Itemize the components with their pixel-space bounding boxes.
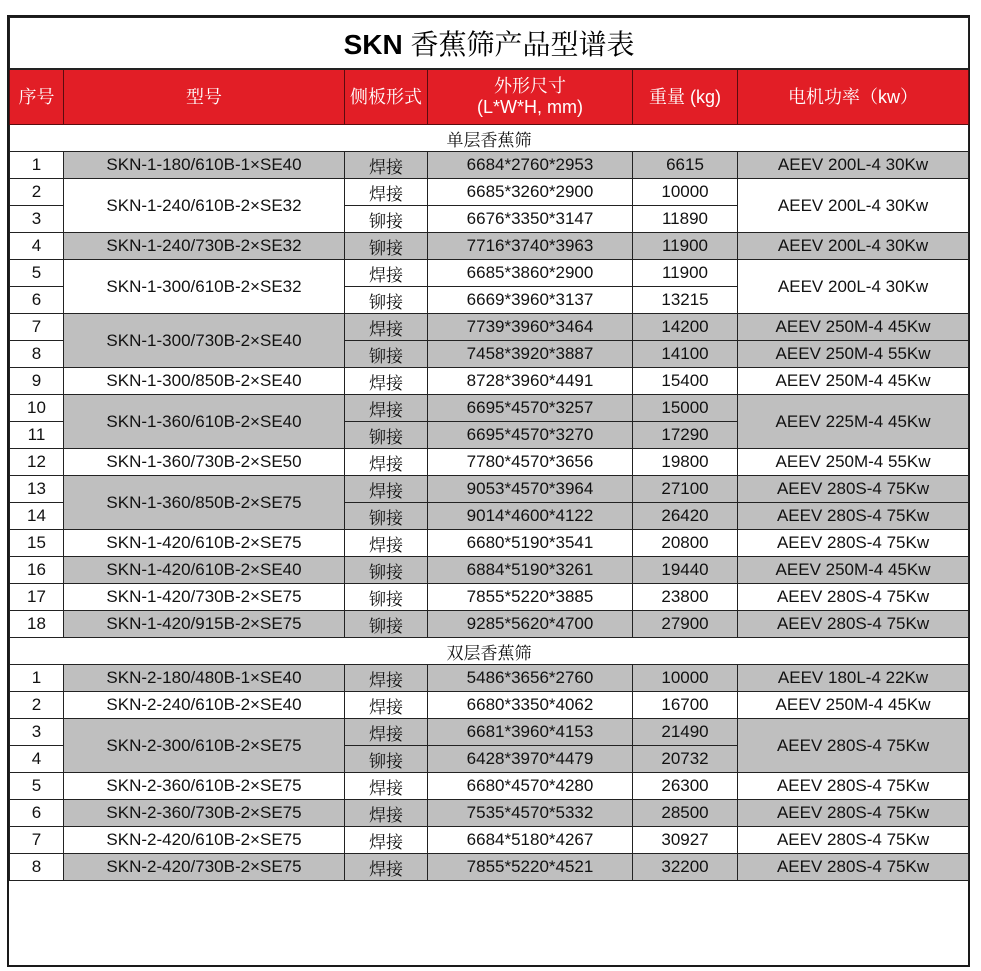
motor-cell: AEEV 180L-4 22Kw — [738, 665, 969, 692]
row-number: 8 — [10, 341, 64, 368]
row-number: 4 — [10, 233, 64, 260]
motor-cell: AEEV 280S-4 75Kw — [738, 719, 969, 773]
header-size — [428, 69, 633, 125]
row-number: 5 — [10, 773, 64, 800]
row-number: 14 — [10, 503, 64, 530]
row-number: 7 — [10, 827, 64, 854]
model-cell: SKN-2-420/610B-2×SE75 — [64, 827, 345, 854]
header-side: 侧板形式 — [345, 69, 428, 125]
row-number: 8 — [10, 854, 64, 881]
row-number: 18 — [10, 611, 64, 638]
row-number: 3 — [10, 206, 64, 233]
weight-cell: 11900 — [633, 260, 738, 287]
model-cell: SKN-1-420/610B-2×SE40 — [64, 557, 345, 584]
weight-cell: 30927 — [633, 827, 738, 854]
model-cell: SKN-1-360/730B-2×SE50 — [64, 449, 345, 476]
side-plate-cell: 焊接 — [345, 260, 428, 287]
weight-cell: 27100 — [633, 476, 738, 503]
model-cell: SKN-2-420/730B-2×SE75 — [64, 854, 345, 881]
row-number: 2 — [10, 179, 64, 206]
motor-cell: AEEV 200L-4 30Kw — [738, 152, 969, 179]
weight-cell: 20732 — [633, 746, 738, 773]
model-cell: SKN-2-360/610B-2×SE75 — [64, 773, 345, 800]
model-cell: SKN-1-300/730B-2×SE40 — [64, 314, 345, 368]
table-row — [10, 368, 969, 395]
weight-cell: 14100 — [633, 341, 738, 368]
dimensions-cell: 6884*5190*3261 — [428, 557, 633, 584]
spec-sheet — [7, 15, 970, 967]
side-plate-cell: 焊接 — [345, 152, 428, 179]
dimensions-cell: 7855*5220*4521 — [428, 854, 633, 881]
dimensions-cell: 8728*3960*4491 — [428, 368, 633, 395]
header-no: 序号 — [10, 69, 64, 125]
table-row — [10, 827, 969, 854]
model-cell: SKN-2-180/480B-1×SE40 — [64, 665, 345, 692]
side-plate-cell: 焊接 — [345, 395, 428, 422]
header-motor: 电机功率（kw） — [738, 69, 969, 125]
motor-cell: AEEV 250M-4 45Kw — [738, 557, 969, 584]
row-number: 1 — [10, 152, 64, 179]
row-number: 5 — [10, 260, 64, 287]
dimensions-cell: 7739*3960*3464 — [428, 314, 633, 341]
table-row — [10, 584, 969, 611]
motor-cell: AEEV 280S-4 75Kw — [738, 854, 969, 881]
side-plate-cell: 焊接 — [345, 314, 428, 341]
row-number: 2 — [10, 692, 64, 719]
weight-cell: 11890 — [633, 206, 738, 233]
dimensions-cell: 7535*4570*5332 — [428, 800, 633, 827]
dimensions-cell: 9053*4570*3964 — [428, 476, 633, 503]
table-row — [10, 557, 969, 584]
row-number: 12 — [10, 449, 64, 476]
model-cell: SKN-1-180/610B-1×SE40 — [64, 152, 345, 179]
motor-cell: AEEV 250M-4 55Kw — [738, 449, 969, 476]
side-plate-cell: 铆接 — [345, 341, 428, 368]
header-weight: 重量 (kg) — [633, 69, 738, 125]
weight-cell: 21490 — [633, 719, 738, 746]
model-cell: SKN-2-240/610B-2×SE40 — [64, 692, 345, 719]
weight-cell: 17290 — [633, 422, 738, 449]
side-plate-cell: 焊接 — [345, 368, 428, 395]
model-cell: SKN-1-240/730B-2×SE32 — [64, 233, 345, 260]
dimensions-cell: 6685*3260*2900 — [428, 179, 633, 206]
side-plate-cell: 铆接 — [345, 584, 428, 611]
table-row — [10, 179, 969, 206]
motor-cell: AEEV 280S-4 75Kw — [738, 773, 969, 800]
weight-cell: 10000 — [633, 179, 738, 206]
motor-cell: AEEV 280S-4 75Kw — [738, 530, 969, 557]
weight-cell: 16700 — [633, 692, 738, 719]
table-row — [10, 233, 969, 260]
dimensions-cell: 6669*3960*3137 — [428, 287, 633, 314]
side-plate-cell: 铆接 — [345, 557, 428, 584]
model-cell: SKN-1-420/610B-2×SE75 — [64, 530, 345, 557]
model-cell: SKN-1-360/610B-2×SE40 — [64, 395, 345, 449]
table-row — [10, 449, 969, 476]
dimensions-cell: 7716*3740*3963 — [428, 233, 633, 260]
side-plate-cell: 焊接 — [345, 719, 428, 746]
row-number: 7 — [10, 314, 64, 341]
section-header — [10, 638, 969, 665]
table-row — [10, 152, 969, 179]
model-cell: SKN-1-300/610B-2×SE32 — [64, 260, 345, 314]
dimensions-cell: 5486*3656*2760 — [428, 665, 633, 692]
motor-cell: AEEV 200L-4 30Kw — [738, 179, 969, 233]
table-row — [10, 395, 969, 422]
row-number: 6 — [10, 287, 64, 314]
motor-cell: AEEV 225M-4 45Kw — [738, 395, 969, 449]
row-number: 16 — [10, 557, 64, 584]
dimensions-cell: 6680*3350*4062 — [428, 692, 633, 719]
side-plate-cell: 焊接 — [345, 179, 428, 206]
row-number: 11 — [10, 422, 64, 449]
side-plate-cell: 焊接 — [345, 854, 428, 881]
title-chinese: 香蕉筛产品型谱表 — [410, 29, 635, 60]
weight-cell: 14200 — [633, 314, 738, 341]
section-title: 单层香蕉筛 — [10, 125, 969, 152]
dimensions-cell: 9285*5620*4700 — [428, 611, 633, 638]
section-title: 双层香蕉筛 — [10, 638, 969, 665]
side-plate-cell: 铆接 — [345, 503, 428, 530]
table-row — [10, 476, 969, 503]
weight-cell: 10000 — [633, 665, 738, 692]
row-number: 6 — [10, 800, 64, 827]
side-plate-cell: 铆接 — [345, 611, 428, 638]
dimensions-cell: 6695*4570*3270 — [428, 422, 633, 449]
model-cell: SKN-2-360/730B-2×SE75 — [64, 800, 345, 827]
table-row — [10, 260, 969, 287]
row-number: 9 — [10, 368, 64, 395]
weight-cell: 27900 — [633, 611, 738, 638]
side-plate-cell: 焊接 — [345, 827, 428, 854]
weight-cell: 13215 — [633, 287, 738, 314]
weight-cell: 6615 — [633, 152, 738, 179]
title-latin: SKN — [343, 29, 403, 60]
model-cell: SKN-2-300/610B-2×SE75 — [64, 719, 345, 773]
weight-cell: 19800 — [633, 449, 738, 476]
dimensions-cell: 6428*3970*4479 — [428, 746, 633, 773]
table-row — [10, 314, 969, 341]
motor-cell: AEEV 280S-4 75Kw — [738, 584, 969, 611]
side-plate-cell: 铆接 — [345, 422, 428, 449]
weight-cell: 26300 — [633, 773, 738, 800]
motor-cell: AEEV 280S-4 75Kw — [738, 611, 969, 638]
model-cell: SKN-1-360/850B-2×SE75 — [64, 476, 345, 530]
side-plate-cell: 铆接 — [345, 206, 428, 233]
table-row — [10, 719, 969, 746]
weight-cell: 28500 — [633, 800, 738, 827]
dimensions-cell: 6684*5180*4267 — [428, 827, 633, 854]
table-row — [10, 530, 969, 557]
weight-cell: 11900 — [633, 233, 738, 260]
model-cell: SKN-1-420/730B-2×SE75 — [64, 584, 345, 611]
motor-cell: AEEV 200L-4 30Kw — [738, 260, 969, 314]
row-number: 13 — [10, 476, 64, 503]
motor-cell: AEEV 280S-4 75Kw — [738, 827, 969, 854]
dimensions-cell: 6684*2760*2953 — [428, 152, 633, 179]
side-plate-cell: 焊接 — [345, 530, 428, 557]
weight-cell: 15000 — [633, 395, 738, 422]
row-number: 15 — [10, 530, 64, 557]
dimensions-cell: 6685*3860*2900 — [428, 260, 633, 287]
motor-cell: AEEV 250M-4 45Kw — [738, 314, 969, 341]
dimensions-cell: 6680*5190*3541 — [428, 530, 633, 557]
table-row — [10, 800, 969, 827]
model-cell: SKN-1-300/850B-2×SE40 — [64, 368, 345, 395]
product-spec-table — [9, 17, 969, 881]
table-row — [10, 611, 969, 638]
motor-cell: AEEV 280S-4 75Kw — [738, 800, 969, 827]
row-number: 17 — [10, 584, 64, 611]
weight-cell: 20800 — [633, 530, 738, 557]
weight-cell: 23800 — [633, 584, 738, 611]
header-size-line2: (L*W*H, mm) — [477, 97, 583, 117]
header-size-line1: 外形尺寸 — [494, 76, 566, 96]
side-plate-cell: 焊接 — [345, 476, 428, 503]
dimensions-cell: 6695*4570*3257 — [428, 395, 633, 422]
dimensions-cell: 6680*4570*4280 — [428, 773, 633, 800]
table-row — [10, 665, 969, 692]
table-row — [10, 692, 969, 719]
motor-cell: AEEV 250M-4 45Kw — [738, 368, 969, 395]
table-body — [10, 125, 969, 881]
side-plate-cell: 焊接 — [345, 773, 428, 800]
row-number: 10 — [10, 395, 64, 422]
row-number: 1 — [10, 665, 64, 692]
dimensions-cell: 6676*3350*3147 — [428, 206, 633, 233]
side-plate-cell: 焊接 — [345, 800, 428, 827]
side-plate-cell: 焊接 — [345, 692, 428, 719]
model-cell: SKN-1-420/915B-2×SE75 — [64, 611, 345, 638]
side-plate-cell: 焊接 — [345, 449, 428, 476]
side-plate-cell: 铆接 — [345, 233, 428, 260]
side-plate-cell: 铆接 — [345, 746, 428, 773]
weight-cell: 32200 — [633, 854, 738, 881]
weight-cell: 15400 — [633, 368, 738, 395]
dimensions-cell: 7780*4570*3656 — [428, 449, 633, 476]
header-model: 型号 — [64, 69, 345, 125]
motor-cell: AEEV 200L-4 30Kw — [738, 233, 969, 260]
dimensions-cell: 9014*4600*4122 — [428, 503, 633, 530]
weight-cell: 19440 — [633, 557, 738, 584]
motor-cell: AEEV 250M-4 55Kw — [738, 341, 969, 368]
dimensions-cell: 7855*5220*3885 — [428, 584, 633, 611]
row-number: 3 — [10, 719, 64, 746]
side-plate-cell: 铆接 — [345, 287, 428, 314]
motor-cell: AEEV 280S-4 75Kw — [738, 503, 969, 530]
table-row — [10, 773, 969, 800]
weight-cell: 26420 — [633, 503, 738, 530]
table-title — [10, 18, 969, 70]
model-cell: SKN-1-240/610B-2×SE32 — [64, 179, 345, 233]
motor-cell: AEEV 250M-4 45Kw — [738, 692, 969, 719]
dimensions-cell: 7458*3920*3887 — [428, 341, 633, 368]
table-row — [10, 854, 969, 881]
dimensions-cell: 6681*3960*4153 — [428, 719, 633, 746]
side-plate-cell: 焊接 — [345, 665, 428, 692]
motor-cell: AEEV 280S-4 75Kw — [738, 476, 969, 503]
row-number: 4 — [10, 746, 64, 773]
section-header — [10, 125, 969, 152]
